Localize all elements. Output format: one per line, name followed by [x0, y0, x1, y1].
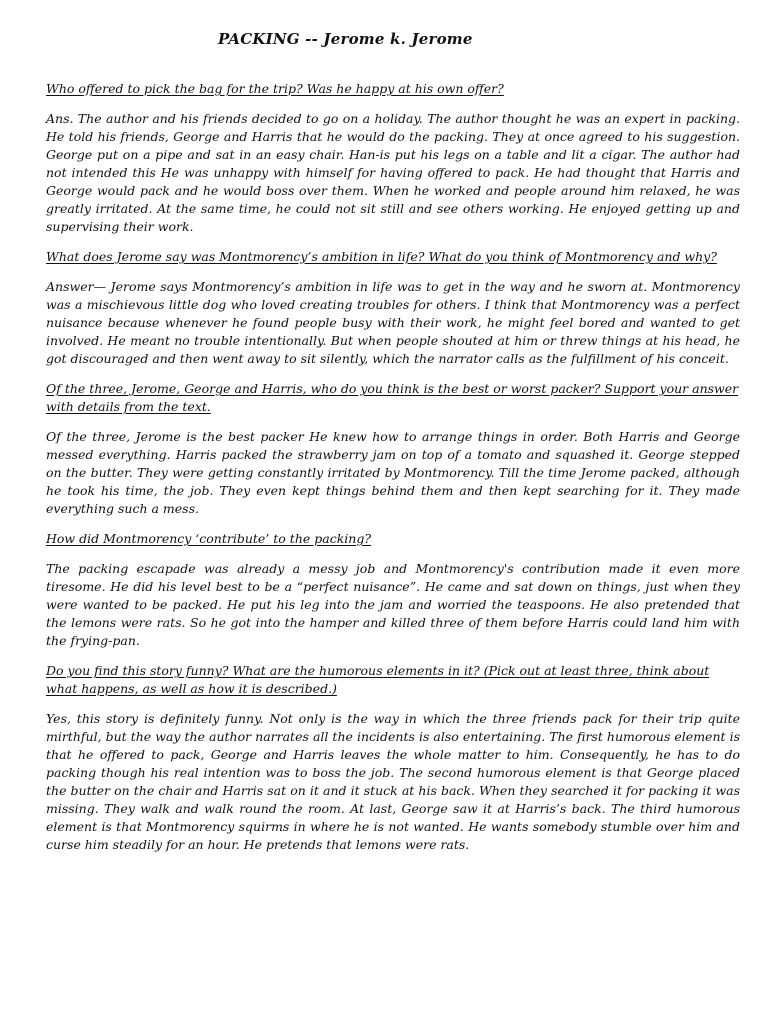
- qa-section-3: [46, 380, 740, 518]
- question-3: Of the three, Jerome, George and Harris, who do you think is the best or worst packer? Support your answer with details from the text.: [46, 381, 739, 414]
- question-4: How did Montmorency ‘contribute’ to the packing?: [46, 531, 372, 546]
- answer-2: Answer— Jerome says Montmorency’s ambition in life was to get in the way and he sworn at. Montmorency was a mischievous little dog who loved creating troubles for others. I think that Montmorency was a perfect nuisance because whenever he found people busy with their work, he might feel bored and wanted to get involved. He meant no trouble intentionally. But when people shouted at him or threw things at his head, he got discouraged and then went away to sit silently, which the narrator calls as the fulfillment of his conceit.: [46, 279, 740, 366]
- qa-section-4: [46, 530, 740, 650]
- answer-1: Ans. The author and his friends decided to go on a holiday. The author thought he was an expert in packing. He told his friends, George and Harris that he would do the packing. They at once agreed to his suggestion. George put on a pipe and sat in an easy chair. Han-is put his legs on a table and lit a cigar. The author had not intended this He was unhappy with himself for having offered to pack. He had thought that Harris and George would pack and he would boss over them. When he worked and people around him relaxed, he was greatly irritated. At the same time, he could not sit still and see others working. He enjoyed getting up and supervising their work.: [46, 111, 740, 234]
- qa-section-2: [46, 248, 740, 368]
- question-2: What does Jerome say was Montmorency’s ambition in life? What do you think of Montmorency and why?: [46, 249, 717, 264]
- document-title: PACKING -- Jerome k. Jerome: [218, 30, 473, 48]
- answer-4: The packing escapade was already a messy job and Montmorency's contribution made it even more tiresome. He did his level best to be a “perfect nuisance”. He came and sat down on things, just when they were wanted to be packed. He put his leg into the jam and worried the teaspoons. He also pretended that the lemons were rats. So he got into the hamper and killed three of them before Harris could land him with the frying-pan.: [46, 561, 740, 648]
- question-5: Do you find this story funny? What are the humorous elements in it? (Pick out at least three, think about what happens, as well as how it is described.): [46, 663, 710, 696]
- question-1: Who offered to pick the bag for the trip? Was he happy at his own offer?: [46, 81, 504, 96]
- qa-section-5: [46, 662, 740, 854]
- answer-5: Yes, this story is definitely funny. Not only is the way in which the three friends pack for their trip quite mirthful, but the way the author narrates all the incidents is also entertaining. The first humorous element is that he offered to pack, George and Harris leaves the whole matter to him. Consequently, he has to do packing though his real intention was to boss the job. The second humorous element is that George placed the butter on the chair and Harris sat on it and it stuck at his back. When they searched it for packing it was missing. They walk and walk round the room. At last, George saw it at Harris’s back. The third humorous element is that Montmorency squirms in where he is not wanted. He wants somebody stumble over him and curse him steadily for an hour. He pretends that lemons were rats.: [46, 711, 740, 852]
- qa-section-1: [46, 80, 740, 236]
- answer-3: Of the three, Jerome is the best packer He knew how to arrange things in order. Both Harris and George messed everything. Harris packed the strawberry jam on top of a tomato and squashed it. George stepped on the butter. They were getting constantly irritated by Montmorency. Till the time Jerome packed, although he took his time, the job. They even kept things behind them and then kept searching for it. They made everything such a mess.: [46, 429, 740, 516]
